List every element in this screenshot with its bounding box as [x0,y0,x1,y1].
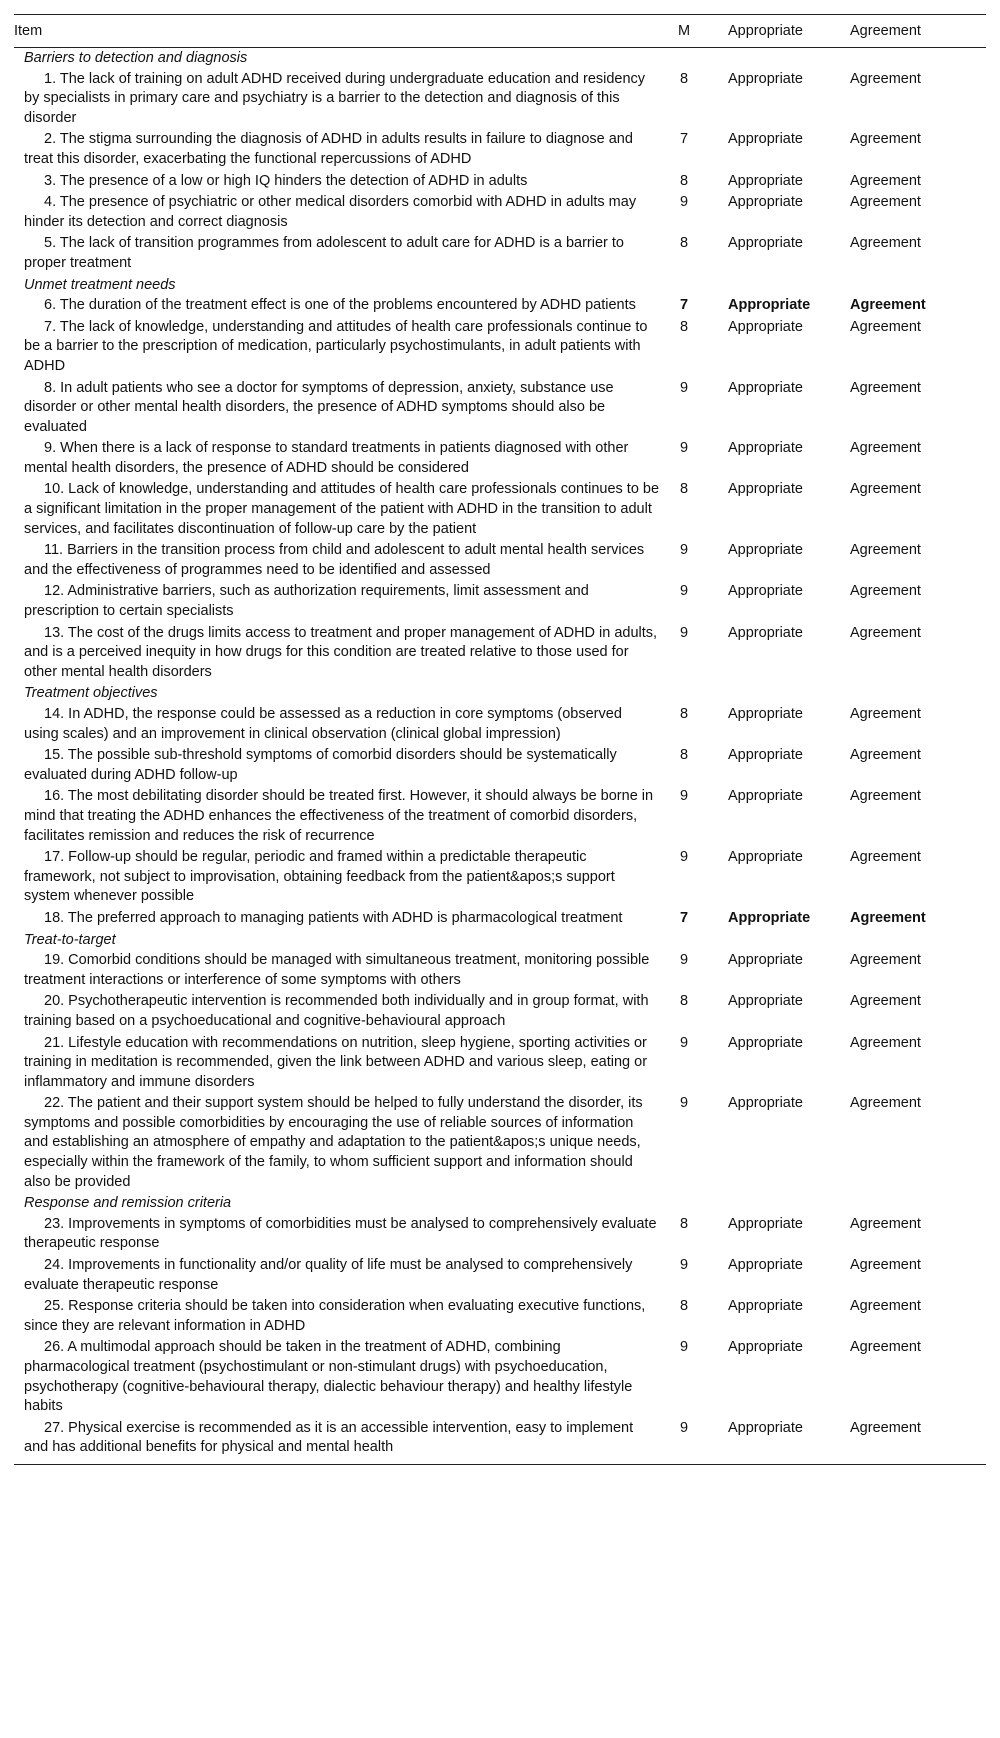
median-score: 7 [679,909,689,926]
median-score: 9 [660,1418,708,1465]
table-row [14,295,986,317]
median-score: 9 [679,788,689,805]
section-header-row [14,1193,986,1214]
appropriateness-value: Appropriate [728,706,803,722]
median-score: 9 [679,440,689,457]
appropriateness-value: Appropriate [728,172,803,189]
agreement-value: Agreement [844,1418,986,1465]
consensus-table-container [14,14,986,1465]
section-title: Unmet treatment needs [24,276,176,293]
agreement-value: Agreement [850,788,921,805]
item-text [14,171,660,193]
appropriateness-value: Appropriate [728,993,803,1010]
table-row [14,1296,986,1337]
median-score: 7 [679,131,689,148]
appropriateness-value: Appropriate [728,1215,803,1232]
table-row [14,479,986,540]
appropriateness-value: Appropriate [728,379,803,396]
table-row [14,704,986,745]
table-row [14,317,986,378]
median-score: 9 [679,542,689,559]
item-text [14,1337,660,1417]
section-header-row [14,275,986,296]
item-text [14,745,660,786]
agreement-value: Agreement [850,1257,921,1274]
item-text [14,1255,660,1296]
agreement-value: Agreement [850,379,921,396]
median-score: 8 [679,172,689,189]
agreement-value: Agreement [850,706,921,722]
appropriateness-value: Appropriate [728,952,803,969]
section-title: Response and remission criteria [24,1195,232,1212]
header-agreement: Agreement [844,15,986,48]
table-row [14,378,986,439]
appropriateness-value: Appropriate [728,542,803,559]
median-score: 9 [679,583,689,600]
item-text [14,233,660,274]
item-statement: 4. The presence of psychiatric or other medical disorders comorbid with ADHD in adults may hinder its detection and correct diagnosis [24,194,637,230]
consensus-table [14,14,986,1465]
table-row [14,581,986,622]
median-score: 9 [679,1095,689,1112]
item-statement: 12. Administrative barriers, such as authorization requirements, limit assessment and prescription to certain specialists [24,583,589,620]
agreement-value: Agreement [850,235,921,252]
table-body [14,48,986,1465]
item-statement: 5. The lack of transition programmes from adolescent to adult care for ADHD is a barrier to proper treatment [24,235,624,271]
item-statement: 18. The preferred approach to managing patients with ADHD is pharmacological treatment [44,909,623,926]
header-item: Item [14,15,660,48]
section-title: Treat-to-target [24,931,116,948]
appropriateness-value: Appropriate [728,235,803,252]
item-text [14,317,660,378]
item-text [14,479,660,540]
agreement-value: Agreement [850,1215,921,1232]
median-score: 9 [679,1034,689,1051]
item-text [14,1093,660,1193]
item-statement: 3. The presence of a low or high IQ hinders the detection of ADHD in adults [44,172,528,189]
median-score: 8 [679,70,689,87]
item-text [14,295,660,317]
median-score: 9 [679,624,689,641]
item-statement: 19. Comorbid conditions should be managed with simultaneous treatment, monitoring possible treatment interactions or interference of some symptoms with others [24,952,650,988]
table-row [14,69,986,130]
item-statement: 22. The patient and their support system should be helped to fully understand the disorder, its symptoms and possible comorbidities by encouraging the use of reliable sources of information and establishing an atmosphere of empathy and adaptation to the patient&apos;s unique needs, especially within the framework of the family, to whom sufficient support and information should also be provided [24,1095,643,1190]
median-score: 9 [679,1257,689,1274]
table-row [14,1214,986,1255]
table-row [14,1418,986,1465]
section-title: Treatment objectives [24,685,158,702]
table-row [14,129,986,170]
agreement-value: Agreement [850,624,921,641]
appropriateness-value: Appropriate [728,849,803,866]
item-statement: 24. Improvements in functionality and/or quality of life must be analysed to comprehensively evaluate therapeutic response [24,1257,633,1293]
agreement-value: Agreement [850,952,921,969]
appropriateness-value: Appropriate [728,70,803,87]
item-text [14,991,660,1032]
agreement-value: Agreement [850,849,921,866]
item-statement: 13. The cost of the drugs limits access to treatment and proper management of ADHD in adults, and is a perceived inequity in how drugs for this condition are treated relative to those used for other mental health disorders [24,624,658,680]
section-header-row [14,930,986,951]
appropriateness-value: Appropriate [728,318,803,335]
median-score: 8 [679,1298,689,1315]
agreement-value: Agreement [850,1339,921,1356]
median-score: 9 [679,952,689,969]
item-text [14,847,660,908]
table-row [14,192,986,233]
item-statement: 26. A multimodal approach should be taken in the treatment of ADHD, combining pharmacological treatment (psychostimulant or non-stimulant drugs) with psychoeducation, psychotherapy (cognitive-behavioural therapy, dialectic behaviour therapy) and healthy lifestyle habits [24,1339,633,1415]
appropriateness-value: Appropriate [728,297,811,314]
table-row [14,540,986,581]
appropriateness-value: Appropriate [728,1257,803,1274]
item-statement: 6. The duration of the treatment effect is one of the problems encountered by ADHD patients [44,297,636,314]
median-score: 8 [679,747,689,764]
item-text [14,581,660,622]
median-score: 8 [679,235,689,252]
table-row [14,745,986,786]
header-appropriate: Appropriate [708,15,844,48]
table-row [14,1255,986,1296]
appropriateness-value: Appropriate [728,747,803,764]
agreement-value: Agreement [850,440,921,457]
item-text [14,950,660,991]
agreement-value: Agreement [850,172,921,189]
header-m: M [660,15,708,48]
appropriateness-value: Appropriate [728,1034,803,1051]
item-text [14,1033,660,1094]
table-row [14,847,986,908]
item-statement: 8. In adult patients who see a doctor for symptoms of depression, anxiety, substance use disorder or other mental health disorders, the presence of ADHD symptoms should also be evaluated [24,379,614,435]
item-statement: 20. Psychotherapeutic intervention is recommended both individually and in group format, with training based on a psychoeducational and cognitive-behavioural approach [24,993,649,1029]
agreement-value: Agreement [850,318,921,335]
item-text [14,69,660,130]
item-statement: 9. When there is a lack of response to standard treatments in patients diagnosed with other mental health disorders, the presence of ADHD should be considered [24,440,629,476]
table-row [14,991,986,1032]
agreement-value: Agreement [850,131,921,148]
agreement-value: Agreement [850,993,921,1010]
item-statement: 2. The stigma surrounding the diagnosis of ADHD in adults results in failure to diagnose and treat this disorder, exacerbating the functional repercussions of ADHD [24,131,633,167]
median-score: 8 [679,706,689,722]
item-statement: 27. Physical exercise is recommended as it is an accessible intervention, easy to implement and has additional benefits for physical and mental health [24,1419,634,1456]
appropriateness-value: Appropriate [728,909,811,926]
agreement-value: Agreement [850,542,921,559]
item-text [14,1296,660,1337]
agreement-value: Agreement [850,1095,921,1112]
item-statement: 16. The most debilitating disorder should be treated first. However, it should always be borne in mind that treating the ADHD enhances the effectiveness of the treatment of comorbid disorders, facilitates remission and reduces the risk of recurrence [24,788,654,844]
item-text [14,129,660,170]
median-score: 9 [679,849,689,866]
median-score: 9 [679,1339,689,1356]
table-row [14,1033,986,1094]
median-score: 8 [679,993,689,1010]
item-text [14,1214,660,1255]
item-text [14,704,660,745]
item-statement: 14. In ADHD, the response could be assessed as a reduction in core symptoms (observed using scales) and an improvement in clinical observation (clinical global impression) [24,706,622,742]
appropriateness-value: Appropriate [728,788,803,805]
agreement-value: Agreement [850,747,921,764]
appropriateness-value: Appropriate [728,583,803,600]
item-text [14,378,660,439]
table-row [14,786,986,847]
agreement-value: Agreement [850,194,921,211]
table-row [14,1337,986,1417]
item-text [14,540,660,581]
median-score: 8 [679,1215,689,1232]
agreement-value: Agreement [850,70,921,87]
agreement-value: Agreement [850,909,926,926]
item-statement: 21. Lifestyle education with recommendations on nutrition, sleep hygiene, sporting activities or training in meditation is recommended, given the link between ADHD and various sleep, eating or inflammatory and immune disorders [24,1034,648,1090]
median-score: 8 [679,481,689,498]
item-text [14,786,660,847]
appropriateness-value: Appropriate [728,1339,803,1356]
item-statement: 7. The lack of knowledge, understanding and attitudes of health care professionals continue to be a barrier to the prescription of medication, particularly psychostimulants, in adult patients with ADHD [24,318,648,374]
agreement-value: Agreement [850,1298,921,1315]
agreement-value: Agreement [850,1034,921,1051]
table-row [14,623,986,684]
item-text [14,192,660,233]
median-score: 8 [679,318,689,335]
item-statement: 25. Response criteria should be taken into consideration when evaluating executive functions, since they are relevant information in ADHD [24,1298,646,1334]
median-score: 9 [679,379,689,396]
appropriateness-value: Appropriate [728,1298,803,1315]
item-statement: 23. Improvements in symptoms of comorbidities must be analysed to comprehensively evaluate therapeutic response [24,1215,657,1252]
item-statement: 11. Barriers in the transition process from child and adolescent to adult mental health services and the effectiveness of programmes need to be identified and assessed [24,542,645,578]
section-header-row [14,48,986,69]
appropriateness-value: Appropriate [728,1095,803,1112]
table-row [14,171,986,193]
appropriateness-value: Appropriate [708,1418,844,1465]
agreement-value: Agreement [850,297,926,314]
table-row [14,1093,986,1193]
section-title: Barriers to detection and diagnosis [24,50,248,66]
item-text [14,438,660,479]
agreement-value: Agreement [850,583,921,600]
median-score: 7 [679,297,689,314]
appropriateness-value: Appropriate [728,131,803,148]
item-statement: 10. Lack of knowledge, understanding and attitudes of health care professionals continues to be a significant limitation in the proper management of the patient with ADHD in the transition to adult services, and facilitates discontinuation of follow-up care by the patient [24,481,660,537]
appropriateness-value: Appropriate [728,481,803,498]
table-row [14,908,986,930]
table-row [14,233,986,274]
table-header-row [14,15,986,48]
item-text [14,908,660,930]
section-header-row [14,683,986,704]
agreement-value: Agreement [850,481,921,498]
item-text [14,623,660,684]
median-score: 9 [679,194,689,211]
table-row [14,950,986,991]
appropriateness-value: Appropriate [728,440,803,457]
item-statement: 15. The possible sub-threshold symptoms of comorbid disorders should be systematically evaluated during ADHD follow-up [24,747,617,783]
item-statement: 17. Follow-up should be regular, periodic and framed within a predictable therapeutic framework, not subject to improvisation, obtaining feedback from the patient&apos;s support system whenever possible [24,849,615,905]
item-statement: 1. The lack of training on adult ADHD received during undergraduate education and residency by specialists in primary care and psychiatry is a barrier to the detection and diagnosis of this disorder [24,70,646,126]
item-text [14,1418,660,1465]
appropriateness-value: Appropriate [728,624,803,641]
table-row [14,438,986,479]
appropriateness-value: Appropriate [728,194,803,211]
